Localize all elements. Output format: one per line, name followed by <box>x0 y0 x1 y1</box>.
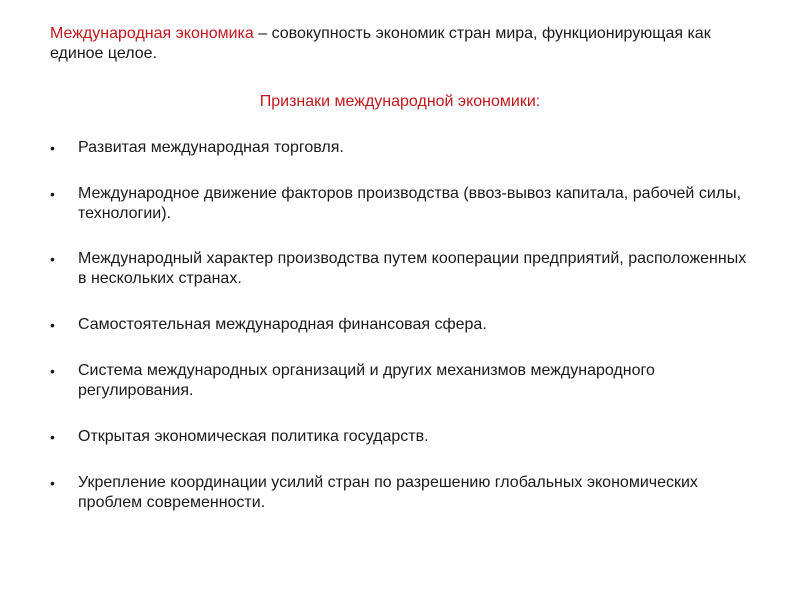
bullet-icon: • <box>50 363 55 379</box>
features-list <box>48 138 758 513</box>
feature-text: Международный характер производства путем кооперации предприятий, расположенных в нескольких странах. <box>78 250 747 287</box>
bullet-icon: • <box>50 186 55 202</box>
feature-item <box>48 361 758 401</box>
features-heading: Признаки международной экономики: <box>259 93 541 110</box>
feature-item <box>48 315 758 335</box>
bullet-icon: • <box>50 251 55 267</box>
feature-item <box>48 184 758 224</box>
feature-item <box>48 473 758 513</box>
definition-term: Международная экономика <box>50 25 254 42</box>
definition-text: – совокупность экономик стран мира, функционирующая как единое целое. <box>50 25 711 62</box>
feature-text: Самостоятельная международная финансовая сфера. <box>78 316 487 333</box>
definition-paragraph <box>50 24 750 64</box>
feature-text: Развитая международная торговля. <box>78 139 344 156</box>
feature-text: Укрепление координации усилий стран по разрешению глобальных экономических проблем современности. <box>78 474 698 511</box>
bullet-icon: • <box>50 429 55 445</box>
feature-text: Система международных организаций и других механизмов международного регулирования. <box>78 362 655 399</box>
feature-text: Международное движение факторов производства (ввоз-вывоз капитала, рабочей силы, технологии). <box>78 185 742 222</box>
feature-text: Открытая экономическая политика государств. <box>78 428 429 445</box>
feature-item <box>48 138 758 158</box>
feature-item <box>48 249 758 289</box>
bullet-icon: • <box>50 140 55 156</box>
bullet-icon: • <box>50 475 55 491</box>
feature-item <box>48 427 758 447</box>
bullet-icon: • <box>50 317 55 333</box>
